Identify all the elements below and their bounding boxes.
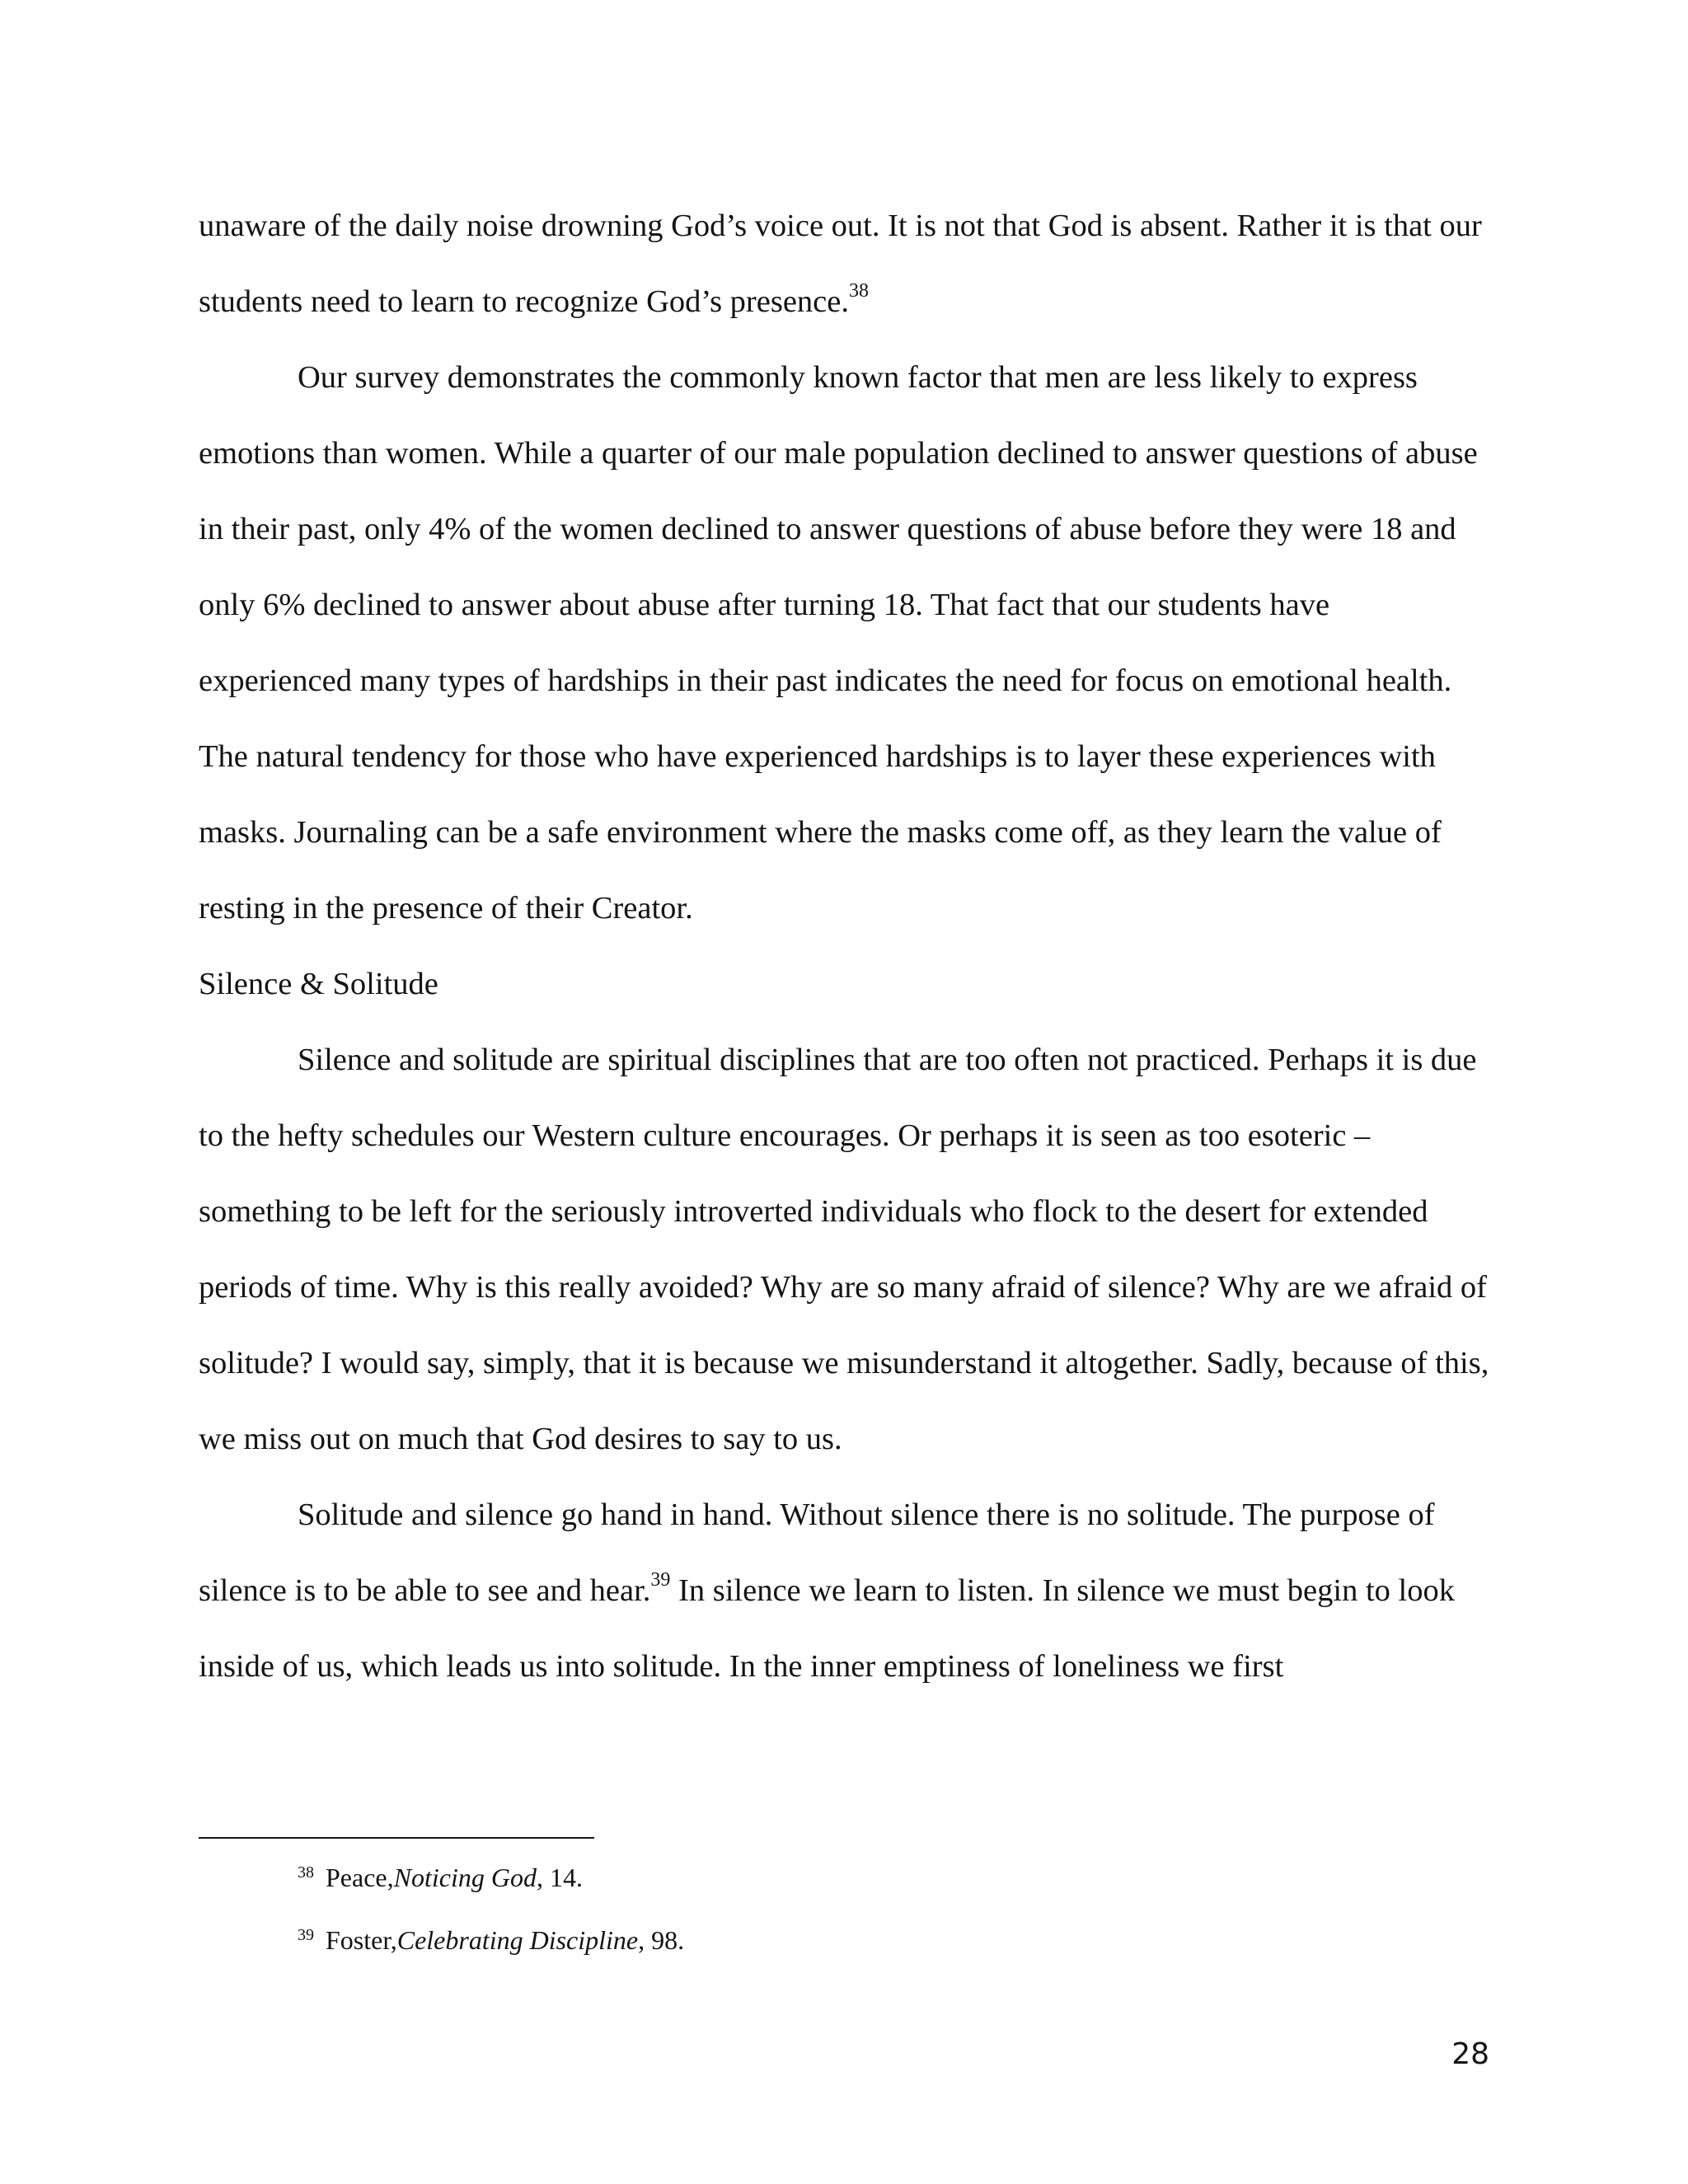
footnote-page: , 98.	[638, 1925, 685, 1955]
footnote-author: Foster,	[326, 1925, 397, 1955]
paragraph-1	[199, 188, 1489, 340]
footnotes	[199, 1846, 1489, 1971]
footnote-title: Celebrating Discipline	[396, 1925, 639, 1955]
paragraph-4-text-a: Solitude and silence go hand in hand. Without silence there is no solitude. The purpose of silence is to be able to see and hear.	[199, 1497, 1435, 1608]
body-text	[199, 188, 1489, 1704]
paragraph-1-text: unaware of the daily noise drowning God’s voice out. It is not that God is absent. Rather it is that our students need to learn to recognize God’s presence.	[199, 209, 1482, 319]
footnote-separator	[199, 1837, 594, 1839]
footnote-ref-38[interactable]: 38	[848, 280, 869, 302]
page-number: 28	[1451, 2037, 1489, 2071]
section-heading: Silence & Solitude	[199, 967, 438, 1001]
footnote-38: $^{38}$ Peace, Noticing God , 14.	[298, 1863, 583, 1892]
footnote-ref-39[interactable]: 39	[650, 1569, 671, 1591]
paragraph-3: Silence and solitude are spiritual disciplines that are too often not practiced. Perhaps it is due to the hefty schedules our Western culture encourages. Or perhaps it is seen as too esoteric – something to be left for the seriously introverted individuals who flock to the desert for extended periods of time. Why is this really avoided? Why are so many afraid of silence? Why are we afraid of solitude? I would say, simply, that it is because we misunderstand it altogether. Sadly, because of this, we miss out on much that God desires to say to us.	[199, 1043, 1489, 1456]
footnote-author: Peace,	[326, 1863, 394, 1892]
paragraph-4	[199, 1477, 1489, 1704]
paragraph-2: Our survey demonstrates the commonly known factor that men are less likely to express emotions than women. While a quarter of our male population declined to answer questions of abuse in their past, only 4% of the women declined to answer questions of abuse before they were 18 and only 6% declined to answer about abuse after turning 18. That fact that our students have experienced many types of hardships in their past indicates the need for focus on emotional health. The natural tendency for those who have experienced hardships is to layer these experiences with masks. Journaling can be a safe environment where the masks come off, as they learn the value of resting in the presence of their Creator.	[199, 360, 1478, 926]
paragraph-4-text-b: In silence we learn to listen. In silence we must begin to look inside of us, which leads us into solitude. In the inner emptiness of loneliness we first	[199, 1573, 1455, 1684]
footnote-39: $^{39}$ Foster, Celebrating Discipline , 98.	[298, 1925, 685, 1955]
footnote-title: Noticing God	[393, 1863, 537, 1892]
footnote-page: , 14.	[536, 1863, 583, 1892]
